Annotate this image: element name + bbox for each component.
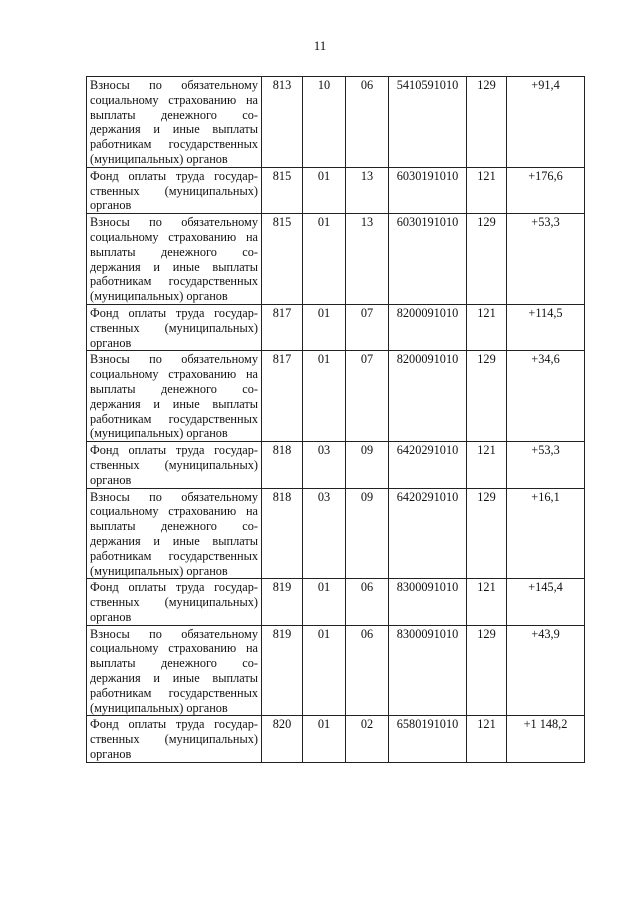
row-expense-type: 129 xyxy=(467,625,507,716)
row-amount: +53,3 xyxy=(507,214,585,305)
table-row xyxy=(87,351,585,442)
row-expense-type: 121 xyxy=(467,716,507,762)
table-row xyxy=(87,77,585,168)
row-target-code: 8200091010 xyxy=(389,351,467,442)
table-row xyxy=(87,214,585,305)
row-target-code: 6580191010 xyxy=(389,716,467,762)
row-amount: +91,4 xyxy=(507,77,585,168)
row-target-code: 8300091010 xyxy=(389,579,467,625)
row-name: Фонд оплаты труда государственных (муниципальных) органов xyxy=(87,167,262,213)
row-section: 01 xyxy=(303,214,346,305)
table-row xyxy=(87,488,585,579)
row-ved: 815 xyxy=(262,214,303,305)
row-amount: +1 148,2 xyxy=(507,716,585,762)
row-ved: 817 xyxy=(262,304,303,350)
row-ved: 818 xyxy=(262,488,303,579)
row-name: Взносы по обязательному социальному страхованию на выплаты денежного содержания и иные выплаты работникам государственных (муниципальных) органов xyxy=(87,77,262,168)
row-ved: 815 xyxy=(262,167,303,213)
row-ved: 818 xyxy=(262,442,303,488)
row-target-code: 5410591010 xyxy=(389,77,467,168)
row-target-code: 6030191010 xyxy=(389,167,467,213)
row-target-code: 6030191010 xyxy=(389,214,467,305)
row-subsection: 02 xyxy=(346,716,389,762)
row-section: 01 xyxy=(303,304,346,350)
row-subsection: 09 xyxy=(346,442,389,488)
budget-table xyxy=(86,76,585,763)
row-target-code: 8200091010 xyxy=(389,304,467,350)
row-amount: +53,3 xyxy=(507,442,585,488)
row-name: Взносы по обязательному социальному страхованию на выплаты денежного содержания и иные выплаты работникам государственных (муниципальных) органов xyxy=(87,214,262,305)
table-row xyxy=(87,579,585,625)
row-ved: 820 xyxy=(262,716,303,762)
table-row xyxy=(87,442,585,488)
row-name: Фонд оплаты труда государственных (муниципальных) органов xyxy=(87,442,262,488)
row-target-code: 6420291010 xyxy=(389,488,467,579)
table-row xyxy=(87,625,585,716)
table-row xyxy=(87,304,585,350)
row-subsection: 07 xyxy=(346,351,389,442)
row-name: Взносы по обязательному социальному страхованию на выплаты денежного содержания и иные выплаты работникам государственных (муниципальных) органов xyxy=(87,625,262,716)
row-amount: +16,1 xyxy=(507,488,585,579)
row-section: 01 xyxy=(303,351,346,442)
row-expense-type: 129 xyxy=(467,77,507,168)
row-subsection: 13 xyxy=(346,167,389,213)
row-subsection: 06 xyxy=(346,77,389,168)
table-row xyxy=(87,167,585,213)
row-ved: 817 xyxy=(262,351,303,442)
row-ved: 819 xyxy=(262,579,303,625)
row-amount: +43,9 xyxy=(507,625,585,716)
row-subsection: 07 xyxy=(346,304,389,350)
row-amount: +114,5 xyxy=(507,304,585,350)
row-subsection: 06 xyxy=(346,579,389,625)
row-expense-type: 121 xyxy=(467,304,507,350)
page-number: 11 xyxy=(313,38,327,53)
row-name: Фонд оплаты труда государственных (муниципальных) органов xyxy=(87,716,262,762)
row-name: Фонд оплаты труда государственных (муниципальных) органов xyxy=(87,304,262,350)
row-section: 03 xyxy=(303,442,346,488)
row-expense-type: 129 xyxy=(467,488,507,579)
row-name: Фонд оплаты труда государственных (муниципальных) органов xyxy=(87,579,262,625)
row-section: 01 xyxy=(303,625,346,716)
row-amount: +176,6 xyxy=(507,167,585,213)
row-ved: 819 xyxy=(262,625,303,716)
table-row xyxy=(87,716,585,762)
row-expense-type: 129 xyxy=(467,214,507,305)
row-section: 01 xyxy=(303,579,346,625)
row-target-code: 8300091010 xyxy=(389,625,467,716)
row-section: 03 xyxy=(303,488,346,579)
row-amount: +34,6 xyxy=(507,351,585,442)
row-amount: +145,4 xyxy=(507,579,585,625)
row-section: 01 xyxy=(303,716,346,762)
row-section: 01 xyxy=(303,167,346,213)
row-ved: 813 xyxy=(262,77,303,168)
row-section: 10 xyxy=(303,77,346,168)
row-expense-type: 121 xyxy=(467,442,507,488)
row-expense-type: 121 xyxy=(467,167,507,213)
row-expense-type: 129 xyxy=(467,351,507,442)
row-name: Взносы по обязательному социальному страхованию на выплаты денежного содержания и иные выплаты работникам государственных (муниципальных) органов xyxy=(87,488,262,579)
row-subsection: 13 xyxy=(346,214,389,305)
row-name: Взносы по обязательному социальному страхованию на выплаты денежного содержания и иные выплаты работникам государственных (муниципальных) органов xyxy=(87,351,262,442)
row-expense-type: 121 xyxy=(467,579,507,625)
row-target-code: 6420291010 xyxy=(389,442,467,488)
row-subsection: 06 xyxy=(346,625,389,716)
row-subsection: 09 xyxy=(346,488,389,579)
